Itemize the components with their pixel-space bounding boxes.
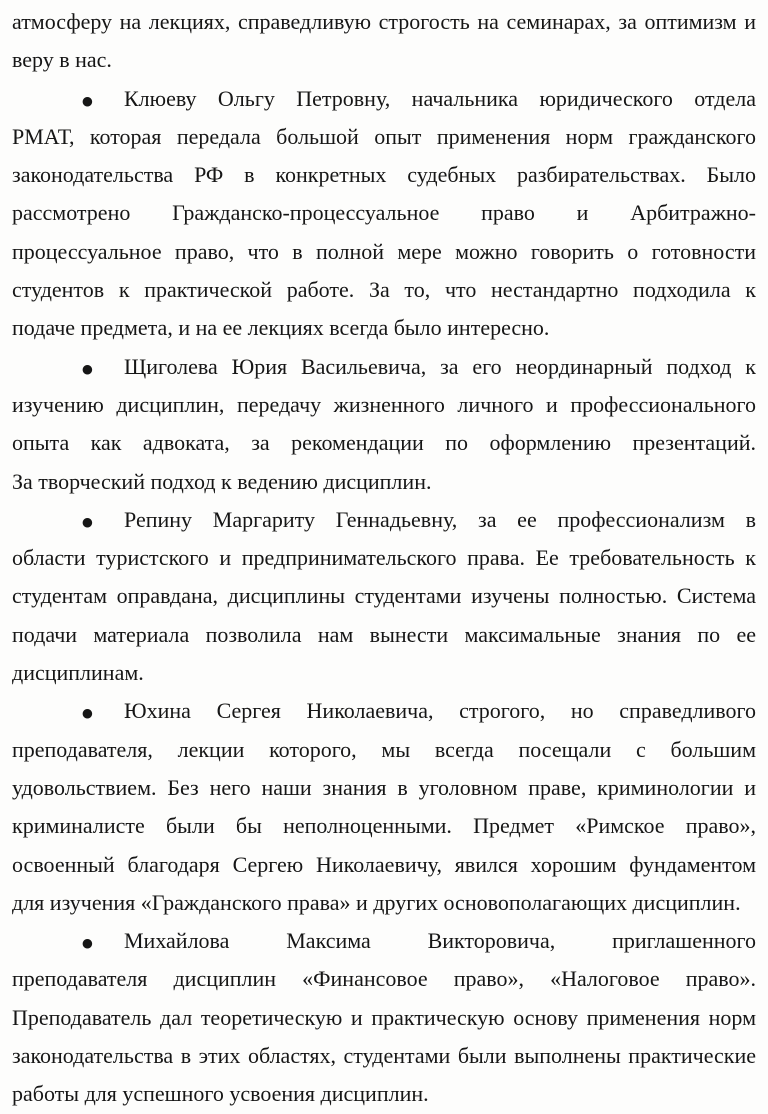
line-text: Юхина Сергея Николаевича, строгого, но справедливого bbox=[124, 698, 756, 724]
line-text: дисциплинам. bbox=[12, 660, 144, 686]
text-line bbox=[12, 156, 756, 194]
bullet-icon: ● bbox=[82, 513, 93, 529]
text-line bbox=[12, 424, 756, 462]
line-text: законодательства в этих областях, студентами были выполнены практические bbox=[12, 1043, 756, 1069]
line-text: Преподаватель дал теоретическую и практическую основу применения норм bbox=[12, 1004, 756, 1030]
line-text: Клюеву Ольгу Петровну, начальника юридического отдела bbox=[124, 85, 756, 111]
text-line bbox=[12, 731, 756, 769]
text-line bbox=[12, 999, 756, 1037]
text-line bbox=[12, 769, 756, 807]
line-text: изучению дисциплин, передачу жизненного личного и профессионального bbox=[12, 391, 756, 417]
line-text: веру в нас. bbox=[12, 47, 112, 73]
bullet-icon: ● bbox=[82, 935, 93, 951]
bullet-icon: ● bbox=[82, 92, 93, 108]
text-line bbox=[12, 884, 756, 922]
line-text: преподавателя дисциплин «Финансовое право», «Налоговое право». bbox=[12, 966, 756, 992]
text-line bbox=[12, 348, 756, 386]
text-line bbox=[12, 654, 756, 692]
line-text: студентам оправдана, дисциплины студентами изучены полностью. Система bbox=[12, 583, 756, 609]
line-text: За творческий подход к ведению дисциплин. bbox=[12, 468, 432, 494]
line-text: области туристского и предпринимательского права. Ее требовательность к bbox=[12, 545, 756, 571]
line-text: опыта как адвоката, за рекомендации по оформлению презентаций. bbox=[12, 430, 756, 456]
line-text: для изучения «Гражданского права» и других основополагающих дисциплин. bbox=[12, 889, 741, 915]
text-line bbox=[12, 616, 756, 654]
text-line bbox=[12, 539, 756, 577]
line-text: Щиголева Юрия Васильевича, за его неординарный подход к bbox=[124, 353, 756, 379]
bullet-icon: ● bbox=[82, 360, 93, 376]
text-line bbox=[12, 194, 756, 232]
text-line bbox=[12, 80, 756, 118]
text-line bbox=[12, 233, 756, 271]
line-text: криминалисте были бы неполноценными. Предмет «Римское право», bbox=[12, 813, 756, 839]
text-line bbox=[12, 3, 756, 41]
text-line bbox=[12, 501, 756, 539]
line-text: работы для успешного усвоения дисциплин. bbox=[12, 1081, 429, 1107]
text-line bbox=[12, 922, 756, 960]
text-line bbox=[12, 846, 756, 884]
line-text: подачи материала позволила нам вынести максимальные знания по ее bbox=[12, 621, 756, 647]
line-text: РМАТ, которая передала большой опыт применения норм гражданского bbox=[12, 123, 756, 149]
text-line bbox=[12, 41, 756, 79]
line-text: законодательства РФ в конкретных судебных разбирательствах. Было bbox=[12, 162, 756, 188]
line-text: преподавателя, лекции которого, мы всегда посещали с большим bbox=[12, 736, 756, 762]
text-line bbox=[12, 118, 756, 156]
line-text: освоенный благодаря Сергею Николаевичу, явился хорошим фундаментом bbox=[12, 851, 756, 877]
text-line bbox=[12, 271, 756, 309]
text-line bbox=[12, 960, 756, 998]
text-line bbox=[12, 577, 756, 615]
line-text: Репину Маргариту Геннадьевну, за ее профессионализм в bbox=[124, 506, 756, 532]
line-text: удовольствием. Без него наши знания в уголовном праве, криминологии и bbox=[12, 774, 756, 800]
line-text: атмосферу на лекциях, справедливую строгость на семинарах, за оптимизм и bbox=[12, 9, 756, 34]
line-text: рассмотрено Гражданско-процессуальное право и Арбитражно- bbox=[12, 200, 756, 226]
text-line bbox=[12, 386, 756, 424]
line-text: Михайлова Максима Викторовича, приглашенного bbox=[124, 928, 756, 954]
text-line bbox=[12, 692, 756, 730]
text-line bbox=[12, 309, 756, 347]
bullet-icon: ● bbox=[82, 705, 93, 721]
text-line bbox=[12, 1075, 756, 1113]
line-text: процессуальное право, что в полной мере можно говорить о готовности bbox=[12, 238, 756, 264]
line-text: студентов к практической работе. За то, что нестандартно подходила к bbox=[12, 277, 756, 303]
line-text: подаче предмета, и на ее лекциях всегда было интересно. bbox=[12, 315, 550, 341]
text-line bbox=[12, 807, 756, 845]
text-line bbox=[12, 463, 756, 501]
text-line bbox=[12, 1037, 756, 1075]
